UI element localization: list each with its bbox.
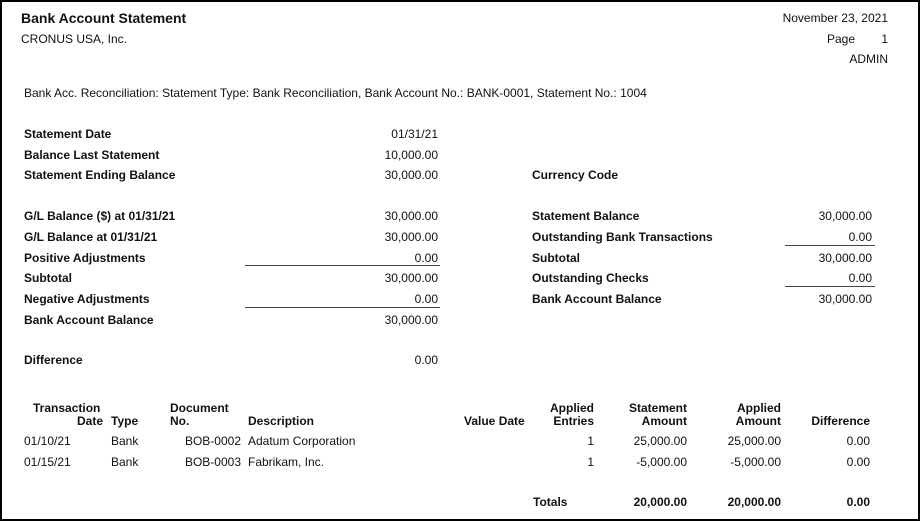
table-row-description: Adatum Corporation [248,434,356,448]
table-row-type: Bank [111,434,139,448]
col-header-text: Document [170,401,229,415]
col-header-difference: Difference [811,414,870,428]
gl-balance-usd-label: G/L Balance ($) at 01/31/21 [24,209,176,223]
user-id: ADMIN [849,52,888,66]
page-number: 1 [881,32,888,46]
divider [785,286,875,287]
table-row-statement-amount: -5,000.00 [636,455,687,469]
totals-applied-amount: 20,000.00 [727,495,781,509]
difference-label: Difference [24,353,83,367]
table-row-description: Fabrikam, Inc. [248,455,325,469]
company-name: CRONUS USA, Inc. [21,32,128,46]
right-bank-account-balance-value: 30,000.00 [818,292,872,306]
table-row-document-no: BOB-0002 [184,434,241,448]
ending-balance-label: Statement Ending Balance [24,168,176,182]
divider [245,265,440,266]
divider [785,245,875,246]
totals-label: Totals [533,495,568,509]
gl-balance-value: 30,000.00 [384,230,438,244]
currency-code-label: Currency Code [532,168,619,182]
right-subtotal-label: Subtotal [532,251,580,265]
gl-balance-usd-value: 30,000.00 [384,209,438,223]
gl-balance-label: G/L Balance at 01/31/21 [24,230,158,244]
col-header-text: Transaction [33,401,101,415]
table-row-date: 01/15/21 [24,455,71,469]
balance-last-value: 10,000.00 [384,148,438,162]
divider [245,307,440,308]
subtotal-label: Subtotal [24,271,72,285]
bank-account-balance-value: 30,000.00 [384,313,438,327]
balance-last-label: Balance Last Statement [24,148,160,162]
table-row-statement-amount: 25,000.00 [633,434,687,448]
outstanding-checks-value: 0.00 [848,271,872,285]
negative-adjustments-value: 0.00 [414,292,438,306]
subtotal-value: 30,000.00 [384,271,438,285]
table-row-applied-entries: 1 [587,455,594,469]
outstanding-bank-transactions-label: Outstanding Bank Transactions [532,230,713,244]
outstanding-bank-transactions-value: 0.00 [848,230,872,244]
table-row-difference: 0.00 [846,455,870,469]
col-header-text: No. [170,414,190,428]
table-row-type: Bank [111,455,139,469]
report-title: Bank Account Statement [21,10,187,26]
difference-value: 0.00 [414,353,438,367]
bank-account-balance-label: Bank Account Balance [24,313,154,327]
col-header-text: Amount [735,414,781,428]
table-row-applied-amount: -5,000.00 [730,455,781,469]
outstanding-checks-label: Outstanding Checks [532,271,649,285]
table-row-document-no: BOB-0003 [184,455,241,469]
col-header-text: Date [77,414,104,428]
col-header-type: Type [111,414,139,428]
totals-statement-amount: 20,000.00 [633,495,687,509]
ending-balance-value: 30,000.00 [384,168,438,182]
positive-adjustments-value: 0.00 [414,251,438,265]
col-header-text: Amount [641,414,687,428]
right-subtotal-value: 30,000.00 [818,251,872,265]
col-header-applied-entries [550,402,594,428]
col-header-text: Entries [553,414,594,428]
report-date: November 23, 2021 [782,11,888,25]
statement-balance-label: Statement Balance [532,209,640,223]
table-row-applied-amount: 25,000.00 [727,434,781,448]
statement-balance-value: 30,000.00 [818,209,872,223]
filter-text: Bank Acc. Reconciliation: Statement Type: Bank Reconciliation, Bank Account No.: BANK-0001, Statement No.: 1004 [24,86,647,100]
col-header-statement-amount [629,402,687,428]
col-header-text: Statement [628,401,687,415]
totals-difference: 0.00 [846,495,870,509]
table-row-date: 01/10/21 [24,434,71,448]
col-header-text: Applied [550,401,594,415]
right-bank-account-balance-label: Bank Account Balance [532,292,662,306]
positive-adjustments-label: Positive Adjustments [24,251,146,265]
negative-adjustments-label: Negative Adjustments [24,292,150,306]
statement-date-value: 01/31/21 [391,127,438,141]
table-row-difference: 0.00 [846,434,870,448]
page-label: Page [827,32,856,46]
col-header-value-date: Value Date [464,414,525,428]
col-header-applied-amount [736,402,781,428]
statement-date-label: Statement Date [24,127,112,141]
col-header-document-no [170,402,229,428]
table-row-applied-entries: 1 [587,434,594,448]
col-header-text: Applied [737,401,781,415]
col-header-description: Description [248,414,315,428]
col-header-transaction-date [33,402,103,428]
